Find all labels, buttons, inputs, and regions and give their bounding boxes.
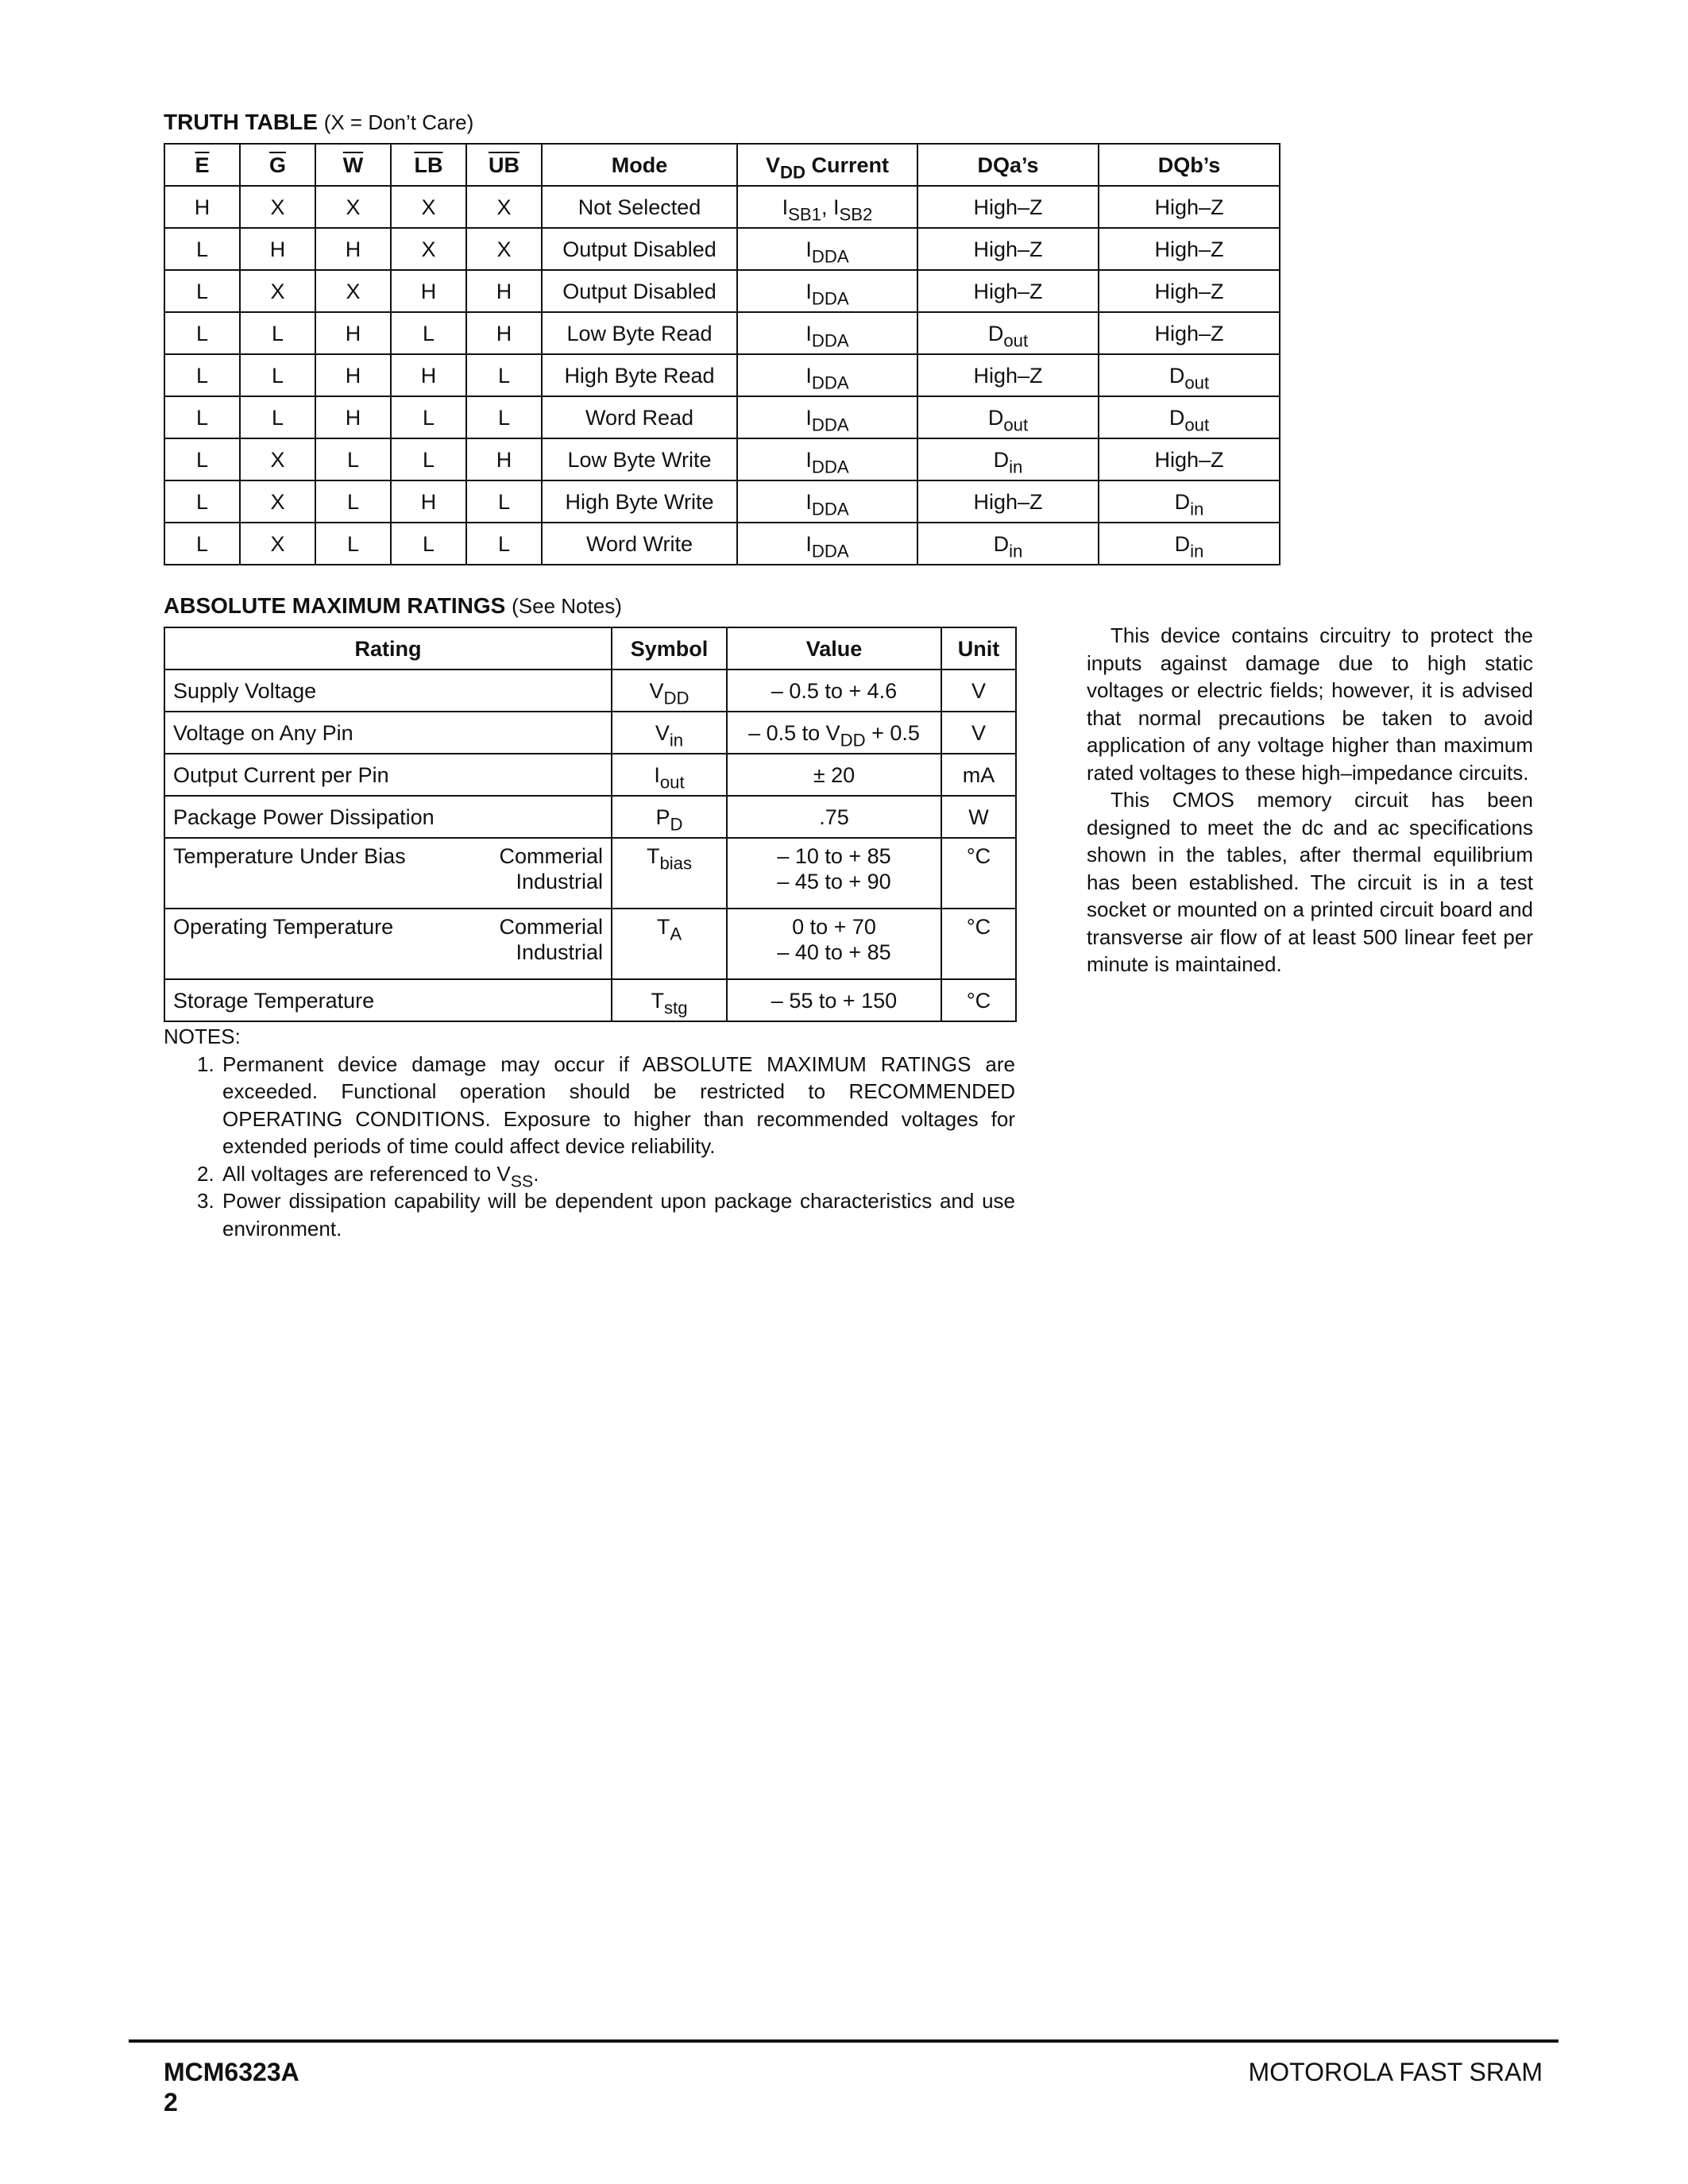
footer-brand: MOTOROLA FAST SRAM <box>1248 2058 1543 2086</box>
cell-w: H <box>315 396 391 438</box>
cell-mode: High Byte Read <box>542 354 737 396</box>
symbol-cell: $P_D$ <box>612 796 727 838</box>
cell-lb: H <box>391 480 466 523</box>
cell-ub: X <box>466 228 542 270</box>
cell-g: X <box>240 186 315 228</box>
cell-vdd-current: $I_{DDA}$ <box>737 228 917 270</box>
cell-dqa: $D_{in}$ <box>917 438 1099 480</box>
cell-ub: L <box>466 480 542 523</box>
note-1: 1. Permanent device damage may occur if ABSOLUTE MAXIMUM RATINGS are exceeded. Functional operation should be restricted to RECOMMENDED OPERATING CONDITIONS. Exposure to higher than recommended voltages for extended periods of time could affect device reliability. <box>197 1051 1015 1158</box>
grade-industrial: Industrial <box>516 940 603 964</box>
cell-dqa: High–Z <box>917 186 1099 228</box>
cell-lb: L <box>391 438 466 480</box>
cell-vdd-current: $I_{DDA}$ <box>737 270 917 312</box>
cell-e: L <box>164 270 240 312</box>
cell-dqa: High–Z <box>917 228 1099 270</box>
footer-left <box>164 2057 299 2117</box>
amr-heading: ABSOLUTE MAXIMUM RATINGS <box>164 593 506 618</box>
cell-mode: Word Write <box>542 523 737 565</box>
cell-dqb: $D_{in}$ <box>1099 523 1280 565</box>
cell-vdd-current: $I_{DDA}$ <box>737 480 917 523</box>
cell-w: L <box>315 480 391 523</box>
cell-vdd-current: $I_{DDA}$ <box>737 354 917 396</box>
header-dqb: DQb’s <box>1099 144 1280 186</box>
cell-ub: X <box>466 186 542 228</box>
truth-table-row <box>164 523 1280 565</box>
cell-lb: H <box>391 354 466 396</box>
cell-e: L <box>164 228 240 270</box>
footer-part-number: MCM6323A <box>164 2058 299 2086</box>
cell-dqa: $D_{out}$ <box>917 312 1099 354</box>
amr-row-voltage-any-pin <box>164 712 1016 754</box>
amr-table <box>164 627 1017 1022</box>
truth-table-title <box>164 110 473 135</box>
cell-g: X <box>240 480 315 523</box>
truth-table-row <box>164 186 1280 228</box>
amr-row-supply-voltage <box>164 669 1016 712</box>
cell-g: H <box>240 228 315 270</box>
grade-industrial: Industrial <box>516 870 603 893</box>
header-mode: Mode <box>542 144 737 186</box>
truth-table-row <box>164 354 1280 396</box>
value-industrial: – 45 to + 90 <box>777 870 891 893</box>
paragraph-esd: This device contains circuitry to protect the inputs against damage due to high static voltages or electric fields; however, it is advised that normal precautions be taken to avoid application of any voltage higher than maximum rated voltages to these high–impedance circuits. <box>1087 623 1533 785</box>
amr-row-power-dissipation <box>164 796 1016 838</box>
cell-e: L <box>164 354 240 396</box>
unit-cell: V <box>941 669 1016 712</box>
cell-g: L <box>240 312 315 354</box>
footer-page-number: 2 <box>164 2088 178 2116</box>
cell-ub: H <box>466 312 542 354</box>
cell-e: L <box>164 438 240 480</box>
cell-mode: Low Byte Write <box>542 438 737 480</box>
cell-dqa: $D_{in}$ <box>917 523 1099 565</box>
rating-cell: Supply Voltage <box>164 669 612 712</box>
cell-lb: H <box>391 270 466 312</box>
truth-table-row <box>164 480 1280 523</box>
cell-mode: High Byte Write <box>542 480 737 523</box>
value-cell: – 55 to + 150 <box>727 979 941 1021</box>
note-3: 3. Power dissipation capability will be dependent upon package characteristics and use environment. <box>197 1189 1015 1241</box>
amr-row-operating-temp <box>164 909 1016 979</box>
header-ub: $\overline{UB}$ <box>466 144 542 186</box>
cell-w: X <box>315 186 391 228</box>
truth-table-row <box>164 396 1280 438</box>
cell-lb: L <box>391 523 466 565</box>
cell-vdd-current: $I_{DDA}$ <box>737 523 917 565</box>
cell-e: L <box>164 523 240 565</box>
value-cell: – 0.5 to $V_{DD} + 0.5$ <box>727 712 941 754</box>
value-cell: .75 <box>727 796 941 838</box>
cell-mode: Output Disabled <box>542 270 737 312</box>
esd-protection-text <box>1087 622 1533 978</box>
rating-cell <box>164 838 612 909</box>
value-commercial: 0 to + 70 <box>792 915 876 939</box>
rating-cell: Package Power Dissipation <box>164 796 612 838</box>
symbol-cell: $T_{stg}$ <box>612 979 727 1021</box>
cell-dqb: $D_{out}$ <box>1099 396 1280 438</box>
cell-vdd-current: $I_{DDA}$ <box>737 438 917 480</box>
cell-w: H <box>315 354 391 396</box>
grade-labels <box>499 843 603 894</box>
cell-g: X <box>240 270 315 312</box>
amr-row-output-current <box>164 754 1016 796</box>
cell-dqa: High–Z <box>917 270 1099 312</box>
truth-table <box>164 143 1280 565</box>
value-cell <box>727 909 941 979</box>
cell-dqb: High–Z <box>1099 270 1280 312</box>
cell-g: X <box>240 438 315 480</box>
cell-ub: H <box>466 438 542 480</box>
truth-table-row <box>164 228 1280 270</box>
unit-cell: °C <box>941 838 1016 909</box>
rating-label: Temperature Under Bias <box>173 844 406 868</box>
rating-cell: Storage Temperature <box>164 979 612 1021</box>
cell-ub: H <box>466 270 542 312</box>
cell-dqa: High–Z <box>917 354 1099 396</box>
header-e: $\overline{E}$ <box>164 144 240 186</box>
symbol-cell: $I_{out}$ <box>612 754 727 796</box>
symbol-cell: $T_{bias}$ <box>612 838 727 909</box>
paragraph-thermal: This CMOS memory circuit has been designed to meet the dc and ac specifications shown in the tables, after thermal equilibrium has been established. The circuit is in a test socket or mounted on a printed circuit board and transverse air flow of at least 500 linear feet per minute is maintained. <box>1087 788 1533 976</box>
rating-label: Operating Temperature <box>173 915 394 939</box>
cell-mode: Not Selected <box>542 186 737 228</box>
unit-cell: °C <box>941 909 1016 979</box>
cell-mode: Low Byte Read <box>542 312 737 354</box>
cell-dqb: $D_{out}$ <box>1099 354 1280 396</box>
cell-w: H <box>315 312 391 354</box>
unit-cell: mA <box>941 754 1016 796</box>
cell-w: H <box>315 228 391 270</box>
cell-dqb: High–Z <box>1099 438 1280 480</box>
rating-cell: Voltage on Any Pin <box>164 712 612 754</box>
cell-vdd-current: $I_{DDA}$ <box>737 396 917 438</box>
notes-heading: NOTES: <box>164 1024 241 1048</box>
rating-cell: Output Current per Pin <box>164 754 612 796</box>
amr-row-temp-under-bias <box>164 838 1016 909</box>
cell-dqb: High–Z <box>1099 186 1280 228</box>
cell-ub: L <box>466 354 542 396</box>
cell-dqb: High–Z <box>1099 312 1280 354</box>
truth-table-row <box>164 270 1280 312</box>
cell-dqb: High–Z <box>1099 228 1280 270</box>
header-unit: Unit <box>941 627 1016 669</box>
header-w: $\overline{W}$ <box>315 144 391 186</box>
header-rating: Rating <box>164 627 612 669</box>
cell-vdd-current: $I_{SB1}$, $I_{SB2}$ <box>737 186 917 228</box>
unit-cell: W <box>941 796 1016 838</box>
cell-g: L <box>240 396 315 438</box>
header-g: $\overline{G}$ <box>240 144 315 186</box>
cell-ub: L <box>466 396 542 438</box>
truth-table-row <box>164 438 1280 480</box>
cell-ub: L <box>466 523 542 565</box>
cell-e: L <box>164 396 240 438</box>
cell-dqa: High–Z <box>917 480 1099 523</box>
footer-rule <box>129 2039 1559 2043</box>
cell-w: L <box>315 438 391 480</box>
value-cell: ± 20 <box>727 754 941 796</box>
symbol-cell: $T_A$ <box>612 909 727 979</box>
note-2: 2. All voltages are referenced to $V_{SS}$. <box>197 1161 539 1190</box>
truth-table-row <box>164 312 1280 354</box>
cell-w: X <box>315 270 391 312</box>
grade-commercial: Commerial <box>499 844 603 868</box>
amr-subtitle: (See Notes) <box>512 594 622 618</box>
grade-labels <box>499 914 603 965</box>
value-industrial: – 40 to + 85 <box>777 940 891 964</box>
value-cell <box>727 838 941 909</box>
cell-vdd-current: $I_{DDA}$ <box>737 312 917 354</box>
notes-block <box>164 1023 1015 1242</box>
cell-dqb: $D_{in}$ <box>1099 480 1280 523</box>
truth-table-header-row <box>164 144 1280 186</box>
amr-header-row <box>164 627 1016 669</box>
amr-row-storage-temp <box>164 979 1016 1021</box>
cell-e: H <box>164 186 240 228</box>
cell-mode: Output Disabled <box>542 228 737 270</box>
header-lb: $\overline{LB}$ <box>391 144 466 186</box>
header-value: Value <box>727 627 941 669</box>
cell-lb: X <box>391 228 466 270</box>
value-cell: – 0.5 to + 4.6 <box>727 669 941 712</box>
symbol-cell: $V_{DD}$ <box>612 669 727 712</box>
unit-cell: V <box>941 712 1016 754</box>
cell-g: X <box>240 523 315 565</box>
truth-table-subtitle: (X = Don’t Care) <box>323 110 474 134</box>
cell-lb: X <box>391 186 466 228</box>
unit-cell: °C <box>941 979 1016 1021</box>
cell-dqa: $D_{out}$ <box>917 396 1099 438</box>
header-dqa: DQa’s <box>917 144 1099 186</box>
grade-commercial: Commerial <box>499 915 603 939</box>
cell-lb: L <box>391 396 466 438</box>
header-symbol: Symbol <box>612 627 727 669</box>
amr-title <box>164 593 622 619</box>
symbol-cell: $V_{in}$ <box>612 712 727 754</box>
header-vdd-current: $V_{DD}$ Current <box>737 144 917 186</box>
cell-mode: Word Read <box>542 396 737 438</box>
cell-e: L <box>164 480 240 523</box>
cell-g: L <box>240 354 315 396</box>
cell-lb: L <box>391 312 466 354</box>
value-commercial: – 10 to + 85 <box>777 844 891 868</box>
truth-table-heading: TRUTH TABLE <box>164 110 318 134</box>
cell-w: L <box>315 523 391 565</box>
rating-cell <box>164 909 612 979</box>
cell-e: L <box>164 312 240 354</box>
